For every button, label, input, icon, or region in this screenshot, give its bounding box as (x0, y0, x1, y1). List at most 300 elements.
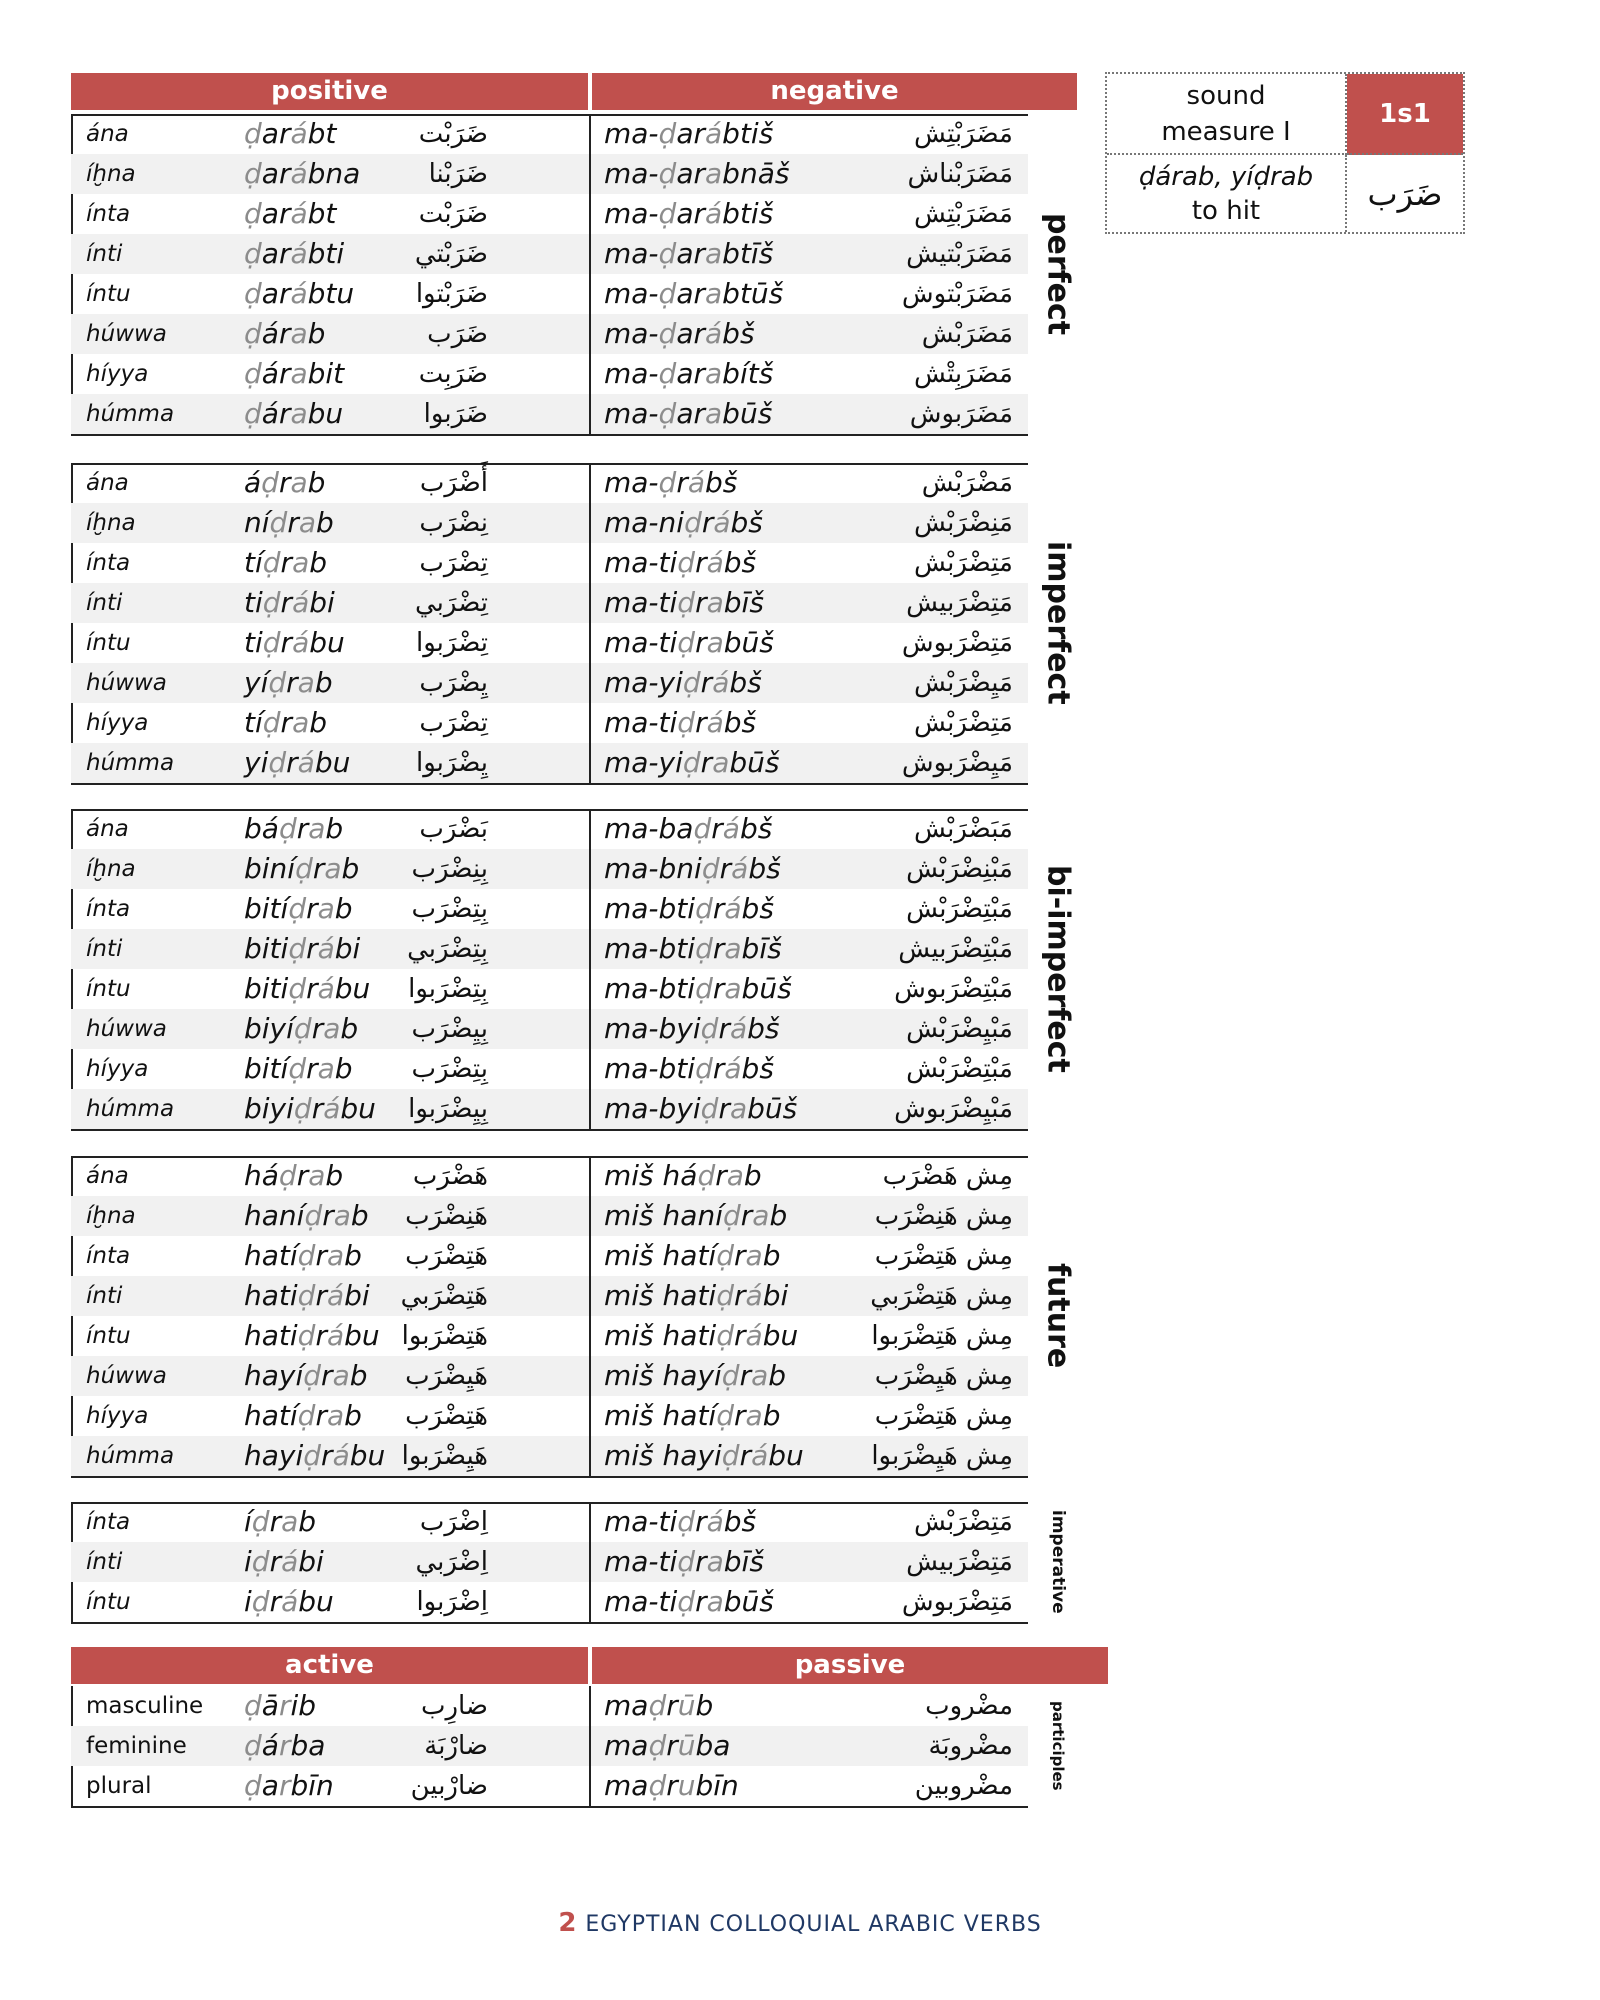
affix-segment: bá (244, 812, 279, 845)
positive-arabic: ضارْبين (410, 1771, 488, 1801)
root-segment: a (729, 1092, 748, 1125)
table-row (71, 583, 1028, 623)
verb-info-box (1105, 72, 1465, 234)
negative-arabic: مَبْتِضْرَبْش (906, 894, 1013, 924)
positive-arabic: هَيِضْرَبوا (401, 1441, 488, 1471)
root-segment: ḍ (288, 932, 307, 965)
affix-segment: r (306, 932, 318, 965)
table-row (71, 969, 1028, 1009)
positive-arabic: اِضْرَبي (415, 1547, 488, 1577)
positive-arabic: ضَرَبْنا (428, 159, 488, 189)
pronoun-label: ínti (86, 1549, 123, 1575)
affix-segment: bīn (695, 1769, 739, 1802)
negative-arabic: مضْروبين (914, 1771, 1013, 1801)
table-row (71, 1502, 1028, 1542)
affix-segment: í (244, 1505, 252, 1538)
positive-transliteration (244, 274, 354, 314)
root-segment: a (706, 626, 724, 659)
negative-transliteration (604, 1316, 798, 1356)
pronoun-label: íḫna (86, 1203, 136, 1229)
negative-arabic: مَتِضْرَبْش (913, 548, 1013, 578)
affix-segment: b (325, 1159, 344, 1192)
positive-arabic: يِضْرَب (419, 668, 488, 698)
positive-arabic: ضارِب (420, 1691, 488, 1721)
negative-transliteration (604, 274, 783, 314)
positive-transliteration (244, 743, 350, 783)
conjugation-block-imperative (71, 1502, 1028, 1622)
root-segment: á (705, 197, 723, 230)
negative-arabic: مَضَرَبِتْش (913, 359, 1013, 389)
affix-segment: bi (309, 586, 335, 619)
negative-transliteration (604, 1049, 774, 1089)
affix-segment: b (762, 1239, 781, 1272)
affix-segment: ma- (604, 317, 659, 350)
affix-segment: miš há (604, 1159, 698, 1192)
root-segment: á (281, 1545, 299, 1578)
affix-segment: yí (244, 666, 269, 699)
affix-segment: r (296, 1159, 309, 1192)
positive-transliteration (244, 1009, 358, 1049)
affix-segment: ar (676, 117, 705, 150)
affix-segment: r (718, 1012, 730, 1045)
negative-transliteration (604, 623, 774, 663)
positive-arabic: تِضْرَب (419, 548, 488, 578)
root-segment: ḍ (262, 586, 281, 619)
affix-segment: ma-byi (604, 1092, 701, 1125)
affix-segment: bi (334, 932, 361, 965)
root-segment: ḍ (244, 277, 262, 310)
affix-segment: biti (244, 972, 289, 1005)
positive-transliteration (244, 234, 344, 274)
affix-segment: r (695, 1585, 707, 1618)
positive-transliteration (244, 314, 325, 354)
affix-segment: ar (676, 197, 705, 230)
affix-segment: r (718, 1092, 730, 1125)
positive-arabic: اِضْرَب (419, 1507, 488, 1537)
verb-code: 1s1 (1347, 74, 1463, 155)
affix-segment: bu (309, 626, 345, 659)
negative-transliteration (604, 849, 781, 889)
negative-transliteration (604, 743, 779, 783)
column-divider (589, 114, 591, 434)
section-label-imperative: imperative (1048, 1510, 1068, 1614)
positive-transliteration (244, 663, 333, 703)
affix-segment: r (695, 546, 707, 579)
root-segment: ḍ (700, 1012, 719, 1045)
root-segment: a (308, 1159, 326, 1192)
affix-segment: būš (723, 626, 774, 659)
affix-segment: ma (604, 1769, 649, 1802)
section-label-perfect: perfect (1040, 212, 1076, 336)
affix-segment: b (341, 852, 360, 885)
root-segment: a (706, 586, 724, 619)
negative-arabic: مَتِضْرَبيش (906, 1547, 1013, 1577)
root-segment: a (281, 1505, 299, 1538)
table-row (71, 1356, 1028, 1396)
verb-class-line2: measure I (1161, 116, 1291, 147)
negative-arabic: مِش هَيِضْرَبوا (871, 1441, 1013, 1471)
pronoun-label: íḫna (86, 510, 136, 536)
affix-segment: ma (604, 1689, 649, 1722)
affix-segment: r (278, 466, 291, 499)
root-segment: ḍ (288, 892, 307, 925)
positive-transliteration (244, 194, 336, 234)
affix-segment: tí (244, 546, 263, 579)
affix-segment: ba (290, 1729, 326, 1762)
root-segment: ḍ (303, 1359, 322, 1392)
affix-segment: r (322, 1199, 334, 1232)
positive-transliteration (244, 463, 325, 503)
root-segment: ḍ (278, 1159, 297, 1192)
root-segment: r (278, 1689, 291, 1722)
root-segment: ḍ (716, 1279, 734, 1312)
table-row (71, 1316, 1028, 1356)
negative-arabic: مَبْتِضْرَبْش (906, 1054, 1013, 1084)
positive-transliteration (244, 1582, 334, 1622)
negative-arabic: مَبْنِضْرَبْش (906, 854, 1013, 884)
table-row (71, 274, 1028, 314)
table-bottom-border (71, 1476, 1028, 1478)
pronoun-label: húwwa (86, 670, 167, 696)
negative-transliteration (604, 1766, 739, 1806)
affix-segment: ar (261, 237, 291, 270)
conjugation-block-participles (71, 1686, 1028, 1806)
verb-forms-line1: ḍárab, yíḍrab (1138, 161, 1314, 192)
affix-segment: hati (244, 1279, 298, 1312)
affix-segment: r (695, 626, 707, 659)
affix-segment: r (321, 1359, 333, 1392)
positive-transliteration (244, 1196, 369, 1236)
affix-segment: r (676, 466, 688, 499)
affix-segment: b (340, 1012, 359, 1045)
positive-arabic: تِضْرَب (419, 708, 488, 738)
negative-arabic: مَبْتِضْرَبيش (898, 934, 1013, 964)
root-segment: á (326, 1279, 345, 1312)
positive-transliteration (244, 1436, 385, 1476)
negative-transliteration (604, 1009, 780, 1049)
root-segment: ḍ (268, 746, 287, 779)
negative-arabic: مَتِضْرَبيش (906, 588, 1013, 618)
root-segment: ḍ (658, 397, 677, 430)
root-segment: ḍ (268, 666, 287, 699)
positive-transliteration (244, 703, 327, 743)
pronoun-label: híyya (86, 361, 149, 387)
affix-segment: biyí (244, 1012, 294, 1045)
root-segment: a (332, 1359, 350, 1392)
affix-segment: ma-ba (604, 812, 694, 845)
negative-arabic: مضْروب (925, 1691, 1013, 1721)
root-segment: ḍ (244, 397, 262, 430)
root-segment: á (317, 932, 335, 965)
negative-arabic: مِش هَتِضْرَب (874, 1241, 1013, 1271)
root-segment: a (726, 1159, 744, 1192)
pronoun-label: ínta (86, 1243, 131, 1269)
root-segment: a (317, 892, 335, 925)
root-segment: ḍ (648, 1769, 667, 1802)
positive-arabic: ضَرَبْتوا (415, 279, 488, 309)
root-segment: ḍ (658, 277, 677, 310)
root-segment: a (724, 932, 742, 965)
affix-segment: biyi (244, 1092, 294, 1125)
root-segment: a (292, 706, 310, 739)
root-segment: a (290, 317, 308, 350)
table-row (71, 1686, 1028, 1726)
positive-arabic: هَتِضْرَبوا (401, 1321, 488, 1351)
table-bottom-border (71, 783, 1028, 785)
affix-segment: r (695, 1505, 707, 1538)
positive-transliteration (244, 1276, 370, 1316)
conjugation-block-future (71, 1156, 1028, 1476)
negative-arabic: مَضَرَبْش (921, 319, 1013, 349)
table-bottom-border (71, 1129, 1028, 1131)
affix-segment: b (762, 1399, 781, 1432)
affix-segment: r (306, 972, 318, 1005)
affix-segment: ma-yi (604, 746, 683, 779)
negative-arabic: مِش هَنِضْرَب (874, 1201, 1013, 1231)
negative-arabic: مَيِضْرَبوش (901, 748, 1013, 778)
affix-segment: b (743, 1159, 762, 1192)
table-row (71, 1396, 1028, 1436)
affix-segment: ti (244, 586, 263, 619)
pronoun-label: ínta (86, 550, 131, 576)
affix-segment: ib (290, 1689, 317, 1722)
affix-segment: bš (722, 317, 755, 350)
pronoun-label: húmma (86, 1096, 175, 1122)
root-segment: ḍ (293, 1092, 312, 1125)
positive-arabic: بِيِضْرَب (411, 1014, 488, 1044)
root-segment: a (292, 546, 310, 579)
affix-segment: b (768, 1359, 787, 1392)
negative-transliteration (604, 1356, 786, 1396)
verb-forms (1107, 155, 1347, 232)
affix-segment: ní (244, 506, 270, 539)
affix-segment: r (715, 1159, 727, 1192)
affix-segment: hayí (244, 1359, 304, 1392)
affix-segment: ma-ti (604, 1505, 678, 1538)
negative-arabic: مَضْرَبْش (921, 468, 1013, 498)
affix-segment: ar (261, 197, 291, 230)
positive-arabic: أَضْرَب (419, 468, 488, 498)
root-segment: ḍ (303, 1439, 322, 1472)
affix-segment: bi (344, 1279, 370, 1312)
root-segment: á (290, 117, 308, 150)
root-segment: ḍ (262, 546, 281, 579)
table-row (71, 194, 1028, 234)
negative-arabic: مَتِضْرَبْش (913, 1507, 1013, 1537)
root-segment: á (292, 626, 310, 659)
root-segment: r (278, 1729, 291, 1762)
pronoun-label: ínta (86, 896, 131, 922)
affix-segment: ma-yi (604, 666, 683, 699)
root-segment: a (705, 397, 723, 430)
verb-arabic: ضَرَب (1367, 174, 1443, 213)
affix-segment: ma-ti (604, 626, 678, 659)
negative-transliteration (604, 114, 773, 154)
positive-transliteration (244, 1089, 376, 1129)
pronoun-label: íḫna (86, 856, 136, 882)
positive-arabic: ضَرَبوا (423, 399, 488, 429)
affix-segment: ár (261, 317, 291, 350)
positive-arabic: هَتِضْرَب (405, 1401, 488, 1431)
negative-transliteration (604, 1236, 780, 1276)
root-segment: ḍ (295, 852, 313, 885)
pronoun-label: híyya (86, 710, 149, 736)
negative-arabic: مضْروبَة (928, 1731, 1013, 1761)
affix-segment: r (306, 892, 318, 925)
affix-segment: ma- (604, 117, 659, 150)
root-segment: ḍ (251, 1505, 270, 1538)
negative-transliteration (604, 583, 764, 623)
affix-segment: r (712, 932, 725, 965)
affix-segment: ma-ni (604, 506, 685, 539)
negative-transliteration (604, 889, 774, 929)
affix-segment: bš (747, 1012, 780, 1045)
root-segment: ḍ (304, 1199, 323, 1232)
negative-arabic: مَضَرَبْناش (907, 159, 1013, 189)
root-segment: ḍ (262, 706, 281, 739)
root-segment: á (729, 1012, 748, 1045)
negative-arabic: مِش هَتِضْرَب (874, 1401, 1013, 1431)
affix-segment: bití (244, 1052, 289, 1085)
root-segment: ḍ (288, 972, 307, 1005)
affix-segment: bš (705, 466, 738, 499)
affix-segment: r (311, 1092, 324, 1125)
affix-segment: miš hati (604, 1279, 717, 1312)
affix-segment: b (334, 892, 353, 925)
affix-segment: ar (261, 117, 291, 150)
affix-segment: r (712, 892, 725, 925)
positive-arabic: تِضْرَبي (414, 588, 488, 618)
root-segment: a (323, 1012, 341, 1045)
root-segment: ḍ (278, 812, 297, 845)
affix-segment: b (695, 1689, 714, 1722)
affix-segment: r (311, 1012, 324, 1045)
affix-segment: r (701, 506, 714, 539)
root-segment: ḍ (677, 1585, 696, 1618)
positive-transliteration (244, 849, 359, 889)
negative-transliteration (604, 194, 773, 234)
root-segment: ḍ (288, 1052, 307, 1085)
table-row (71, 1766, 1028, 1806)
positive-arabic: بِيِضْرَبوا (408, 1094, 488, 1124)
root-segment: ḍ (297, 1239, 316, 1272)
root-segment: ū (677, 1689, 696, 1722)
affix-segment: b (350, 1199, 369, 1232)
affix-segment: r (306, 1052, 318, 1085)
affix-segment: ma- (604, 157, 659, 190)
pronoun-label: íḫna (86, 161, 136, 187)
root-segment: a (317, 1052, 335, 1085)
positive-arabic: ضَرَب (427, 319, 488, 349)
verb-gloss: to hit (1191, 195, 1261, 226)
root-segment: ḍ (682, 666, 701, 699)
affix-segment: ar (676, 397, 705, 430)
root-segment: á (713, 506, 731, 539)
negative-transliteration (604, 1436, 804, 1476)
affix-segment: ar (676, 237, 705, 270)
root-segment: á (731, 852, 749, 885)
table-row (71, 703, 1028, 743)
table-row (71, 543, 1028, 583)
section-label-future: future (1040, 1263, 1076, 1369)
column-divider (589, 809, 591, 1129)
column-divider (589, 1502, 591, 1622)
negative-transliteration (604, 1396, 780, 1436)
positive-transliteration (244, 929, 360, 969)
affix-segment: miš hayi (604, 1439, 722, 1472)
affix-segment: r (739, 1359, 752, 1392)
affix-segment: r (321, 1439, 333, 1472)
affix-segment: miš hayí (604, 1359, 722, 1392)
positive-header: positive (71, 73, 588, 110)
root-segment: ḍ (658, 357, 677, 390)
positive-transliteration (244, 1316, 380, 1356)
affix-segment: b (344, 1399, 362, 1432)
affix-segment: būš (723, 1585, 774, 1618)
table-row (71, 929, 1028, 969)
affix-segment: b (349, 1359, 368, 1392)
root-segment: ḍ (262, 626, 281, 659)
root-segment: ḍ (244, 317, 262, 350)
table-row (71, 1049, 1028, 1089)
table-bottom-border (71, 1806, 1028, 1808)
root-segment: a (705, 357, 723, 390)
affix-segment: r (666, 1729, 678, 1762)
affix-segment: bu (334, 972, 371, 1005)
root-segment: ḍ (648, 1689, 667, 1722)
affix-segment: r (700, 666, 713, 699)
section-label-imperfect: imperfect (1040, 541, 1076, 705)
affix-segment: r (734, 1399, 746, 1432)
pronoun-label: ínta (86, 1509, 131, 1535)
affix-segment: bnāš (722, 157, 790, 190)
root-segment: a (745, 1399, 763, 1432)
root-segment: ḍ (684, 506, 702, 539)
root-segment: ḍ (244, 357, 262, 390)
root-segment: ḍ (297, 1399, 316, 1432)
negative-arabic: مَنِضْرَبْش (913, 508, 1013, 538)
pronoun-label: ínti (86, 241, 123, 267)
affix-segment: r (700, 746, 713, 779)
root-segment: ḍ (244, 117, 262, 150)
affix-segment: r (280, 546, 293, 579)
affix-segment: b (309, 546, 328, 579)
root-segment: ḍ (658, 197, 677, 230)
root-segment: a (724, 972, 742, 1005)
root-segment: ḍ (721, 1439, 740, 1472)
affix-segment: bš (729, 666, 762, 699)
column-divider (589, 1156, 591, 1476)
root-segment: a (290, 357, 308, 390)
affix-segment: bu (344, 1319, 380, 1352)
root-segment: ḍ (695, 932, 713, 965)
affix-segment: r (734, 1319, 746, 1352)
affix-segment: r (280, 626, 293, 659)
affix-segment: r (734, 1239, 746, 1272)
root-segment: ḍ (697, 1159, 716, 1192)
root-segment: á (705, 117, 723, 150)
affix-segment: á (261, 1729, 279, 1762)
negative-transliteration (604, 703, 756, 743)
negative-arabic: مَبْيِضْرَبْش (906, 1014, 1013, 1044)
positive-transliteration (244, 623, 345, 663)
affix-segment: ba (695, 1729, 731, 1762)
affix-segment: btīš (722, 237, 774, 270)
positive-transliteration (244, 1236, 362, 1276)
positive-arabic: هَنِضْرَب (405, 1201, 488, 1231)
affix-segment: bīš (723, 586, 764, 619)
root-segment: á (706, 546, 724, 579)
